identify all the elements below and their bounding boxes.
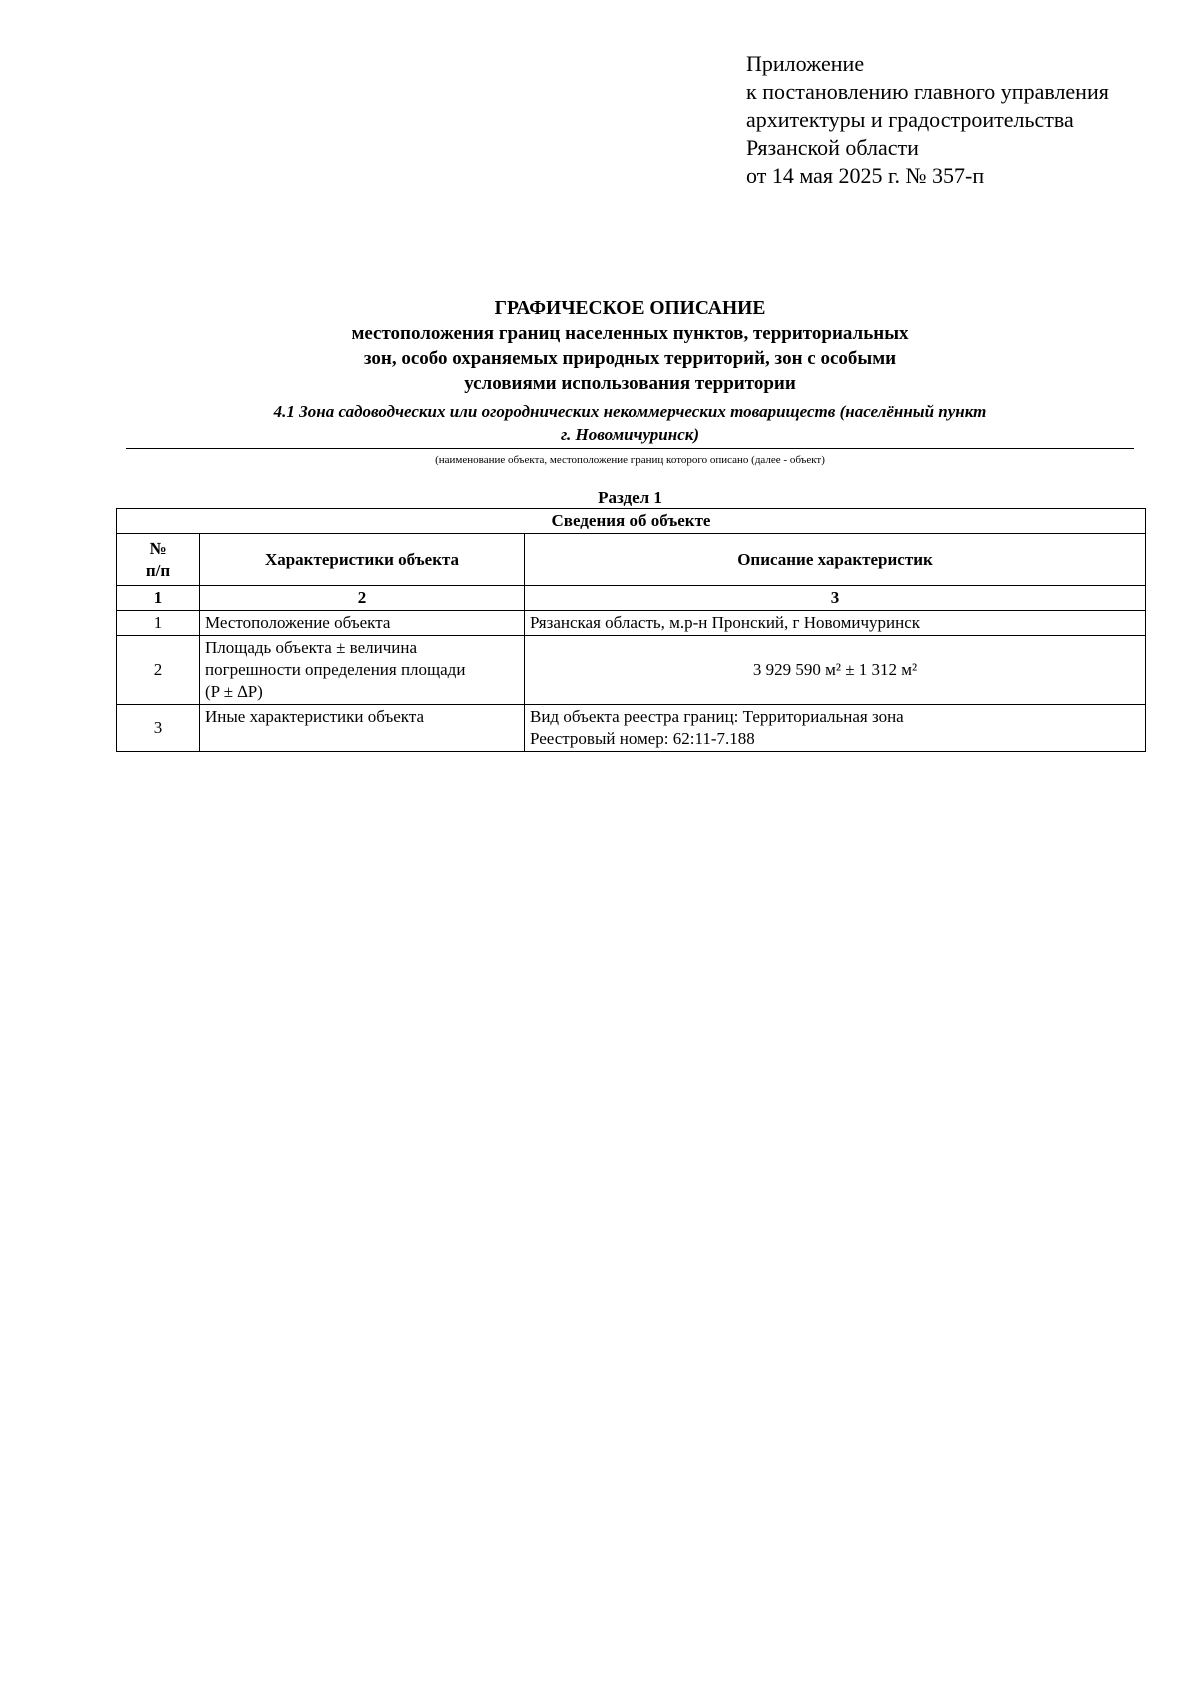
row-description: 3 929 590 м² ± 1 312 м² [525,636,1146,705]
row-description-line: Вид объекта реестра границ: Территориальная зона [530,707,904,726]
object-caption: (наименование объекта, местоположение границ которого описано (далее - объект) [435,454,825,466]
row-characteristic-line: Площадь объекта ± величина [205,638,418,657]
header-characteristics: Характеристики объекта [200,534,525,586]
object-info-table [116,508,1146,752]
row-description [525,705,1146,752]
column-number-row [117,586,1146,611]
table-header-row [117,534,1146,586]
appendix-header [746,50,1109,190]
table-row [117,636,1146,705]
document-title [126,296,1134,396]
row-characteristic-line: погрешности определения площади [205,660,466,679]
document-title-main: ГРАФИЧЕСКОЕ ОПИСАНИЕ [494,298,766,319]
document-title-line: местоположения границ населенных пунктов, территориальных [351,323,909,344]
row-num: 3 [117,705,200,752]
row-description-line: Реестровый номер: 62:11-7.188 [530,729,755,748]
document-title-line: зон, особо охраняемых природных территорий, зон с особыми [363,348,897,369]
object-name-underline [126,448,1134,449]
header-num-abbr: п/п [145,560,171,580]
column-number: 3 [525,586,1146,611]
section-title: Раздел 1 [598,488,662,507]
document-title-line: условиями использования территории [464,373,796,394]
row-characteristic [200,636,525,705]
table-row [117,705,1146,752]
row-characteristic: Иные характеристики объекта [200,705,525,752]
header-num [117,534,200,586]
row-num: 2 [117,636,200,705]
object-name [126,400,1134,446]
appendix-date-number: от 14 мая 2025 г. № 357-п [746,163,985,188]
row-characteristic: Местоположение объекта [200,611,525,636]
appendix-line: к постановлению главного управления [746,79,1109,104]
object-name-line: 4.1 Зона садоводческих или огороднических некоммерческих товариществ (населённый пункт [273,402,987,421]
column-number: 1 [117,586,200,611]
header-description: Описание характеристик [525,534,1146,586]
table-title: Сведения об объекте [117,509,1146,534]
appendix-title: Приложение [746,51,865,76]
row-description: Рязанская область, м.р-н Пронский, г Новомичуринск [525,611,1146,636]
appendix-line: Рязанской области [746,135,919,160]
row-num: 1 [117,611,200,636]
table-title-row [117,509,1146,534]
appendix-line: архитектуры и градостроительства [746,107,1074,132]
row-characteristic-line: (P ± ∆P) [205,682,263,701]
table-row [117,611,1146,636]
column-number: 2 [200,586,525,611]
object-name-line: г. Новомичуринск) [560,425,700,444]
header-num-symbol: № [149,538,167,558]
